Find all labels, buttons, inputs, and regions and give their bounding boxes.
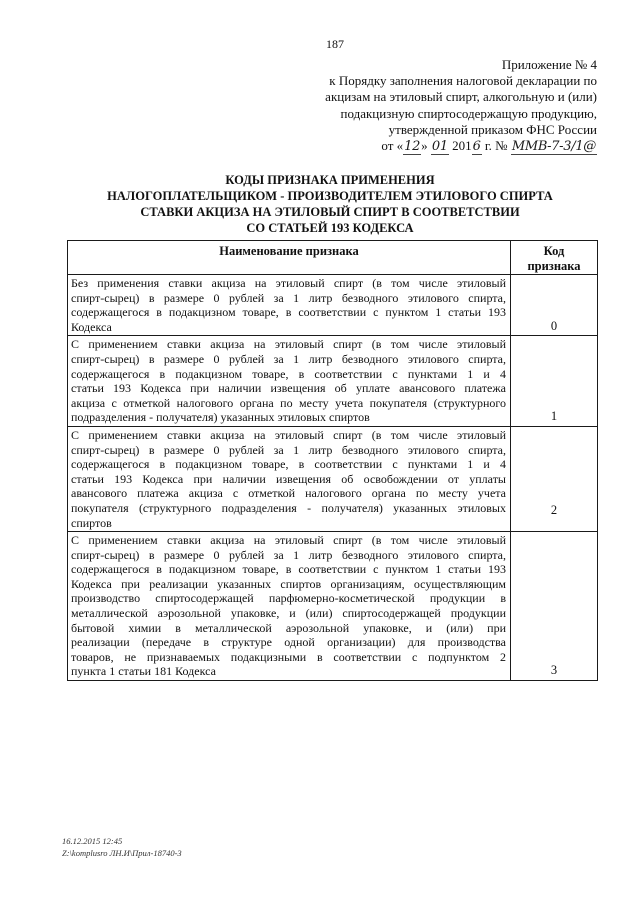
order-year-suffix-handwritten: 6 [472,139,481,155]
footer-timestamp: 16.12.2015 12:45 [62,836,123,846]
feature-code-cell [511,532,598,681]
feature-name-cell [68,275,511,336]
feature-name-line: покупателя (структурного подразделения - получателя) указанных этиловых [71,500,506,515]
feature-name-line: С применением ставки акциза на этиловый спирт (в том числе этиловый [71,533,506,548]
feature-codes-table [67,240,598,681]
feature-name-line: акциза с отметкой налогового органа по месту учета покупателя (структурного [71,395,506,410]
table-body [68,275,598,681]
feature-name-line: содержащегося в подакцизном товаре, в соответствии с пунктом 1 статьи 193 [71,562,506,577]
feature-name-line: товаров, не признаваемых подакцизными в соответствии с подпунктом 2 [71,649,506,664]
order-month-handwritten: 01 [431,139,448,155]
feature-code-cell [511,336,598,427]
feature-name-line: содержащегося в подакцизном товаре, в соответствии с пунктом 1 статьи 193 [71,305,506,320]
feature-name-cell [68,426,511,531]
table-row [68,275,598,336]
feature-name-line: содержащегося в подакцизном товаре, в соответствии с пунктами 1 и 4 [71,366,506,381]
order-day-handwritten: 12 [404,139,421,155]
title-line: СТАВКИ АКЦИЗА НА ЭТИЛОВЫЙ СПИРТ В СООТВЕТСТВИИ [140,205,520,219]
order-prefix: от « [381,138,404,154]
table-row [68,336,598,427]
order-reference-line [297,138,597,155]
appendix-header [297,57,597,155]
feature-name-line: подразделения - получателя) указанных этиловых спиртов [71,410,370,425]
table-row [68,532,598,681]
table-header-row [68,241,598,275]
feature-code: 1 [550,409,558,424]
title-line: КОДЫ ПРИЗНАКА ПРИМЕНЕНИЯ [225,173,435,187]
title-line: СО СТАТЬЕЙ 193 КОДЕКСА [246,221,414,235]
feature-name-line: статьи 193 Кодекса при наличии извещения об освобождении от уплаты [71,471,506,486]
feature-name-line: спирт-сырец) в размере 0 рублей за 1 литр безводного этилового спирта, [71,351,506,366]
appendix-reference-line: акцизам на этиловый спирт, алкогольную и (или) [325,89,597,105]
appendix-reference-line: к Порядку заполнения налоговой декларации по [329,73,597,89]
feature-name-line: производство спиртосодержащей парфюмерно-косметической продукции в [71,591,506,606]
column-header-code-line: признака [527,259,581,273]
feature-name-line: спиртов [71,515,112,530]
feature-name-cell [68,532,511,681]
feature-name-line: С применением ставки акциза на этиловый спирт (в том числе этиловый [71,337,506,352]
feature-code: 0 [550,318,558,333]
feature-name-cell [68,336,511,427]
column-header-code [511,241,598,275]
feature-name-line: содержащегося в подакцизном товаре, в соответствии с пунктами 1 и 4 [71,457,506,472]
column-header-code-line: Код [543,244,565,258]
feature-code: 3 [550,663,558,678]
footer-file-path: Z:\komplusro ЛН.И\Прил-18740-3 [62,848,182,858]
appendix-reference-line: утвержденной приказом ФНС России [388,121,597,137]
page-number: 187 [326,37,344,51]
feature-name-line: Без применения ставки акциза на этиловый спирт (в том числе этиловый [71,276,506,290]
appendix-reference-line: подакцизную спиртосодержащую продукцию, [340,105,597,121]
feature-name-line: металлической аэрозольной упаковке, и (или) спиртосодержащей продукции [71,606,506,621]
feature-name-line: спирт-сырец) в размере 0 рублей за 1 литр безводного этилового спирта, [71,442,506,457]
feature-name-line: авансового платежа акциза с отметкой налогового органа по месту учета [71,486,506,501]
feature-name-line: статьи 193 Кодекса при наличии извещения об уплате авансового платежа [71,381,506,396]
order-number-handwritten: ММВ-7-3/1@ [511,139,596,155]
feature-name-line: спирт-сырец) в размере 0 рублей за 1 литр безводного этилового спирта, [71,290,506,305]
feature-code-cell [511,275,598,336]
feature-name-line: Кодекса [71,319,112,334]
title-line: НАЛОГОПЛАТЕЛЬЩИКОМ - ПРОИЗВОДИТЕЛЕМ ЭТИЛОВОГО СПИРТА [107,189,553,203]
feature-name-line: реализации (передаче в структуре одной организации) для производства [71,635,506,650]
column-header-name: Наименование признака [68,241,511,275]
feature-name-line: Кодекса при реализации указанных спиртов организациям, осуществляющим [71,576,506,591]
feature-name-line: бытовой химии в металлической аэрозольной упаковке, и (или) при [71,620,506,635]
table-row [68,426,598,531]
appendix-number: Приложение № 4 [501,57,597,72]
footer-stamp [62,835,182,859]
feature-name-line: пункта 1 статьи 181 Кодекса [71,664,216,679]
feature-code-cell [511,426,598,531]
order-year-prefix: 201 [452,138,472,154]
document-title [20,172,640,236]
feature-name-line: спирт-сырец) в размере 0 рублей за 1 литр безводного этилового спирта, [71,547,506,562]
order-day-close: » [421,138,428,154]
feature-code: 2 [550,502,558,517]
order-number-label: г. № [484,138,508,154]
feature-name-line: С применением ставки акциза на этиловый спирт (в том числе этиловый [71,427,506,442]
